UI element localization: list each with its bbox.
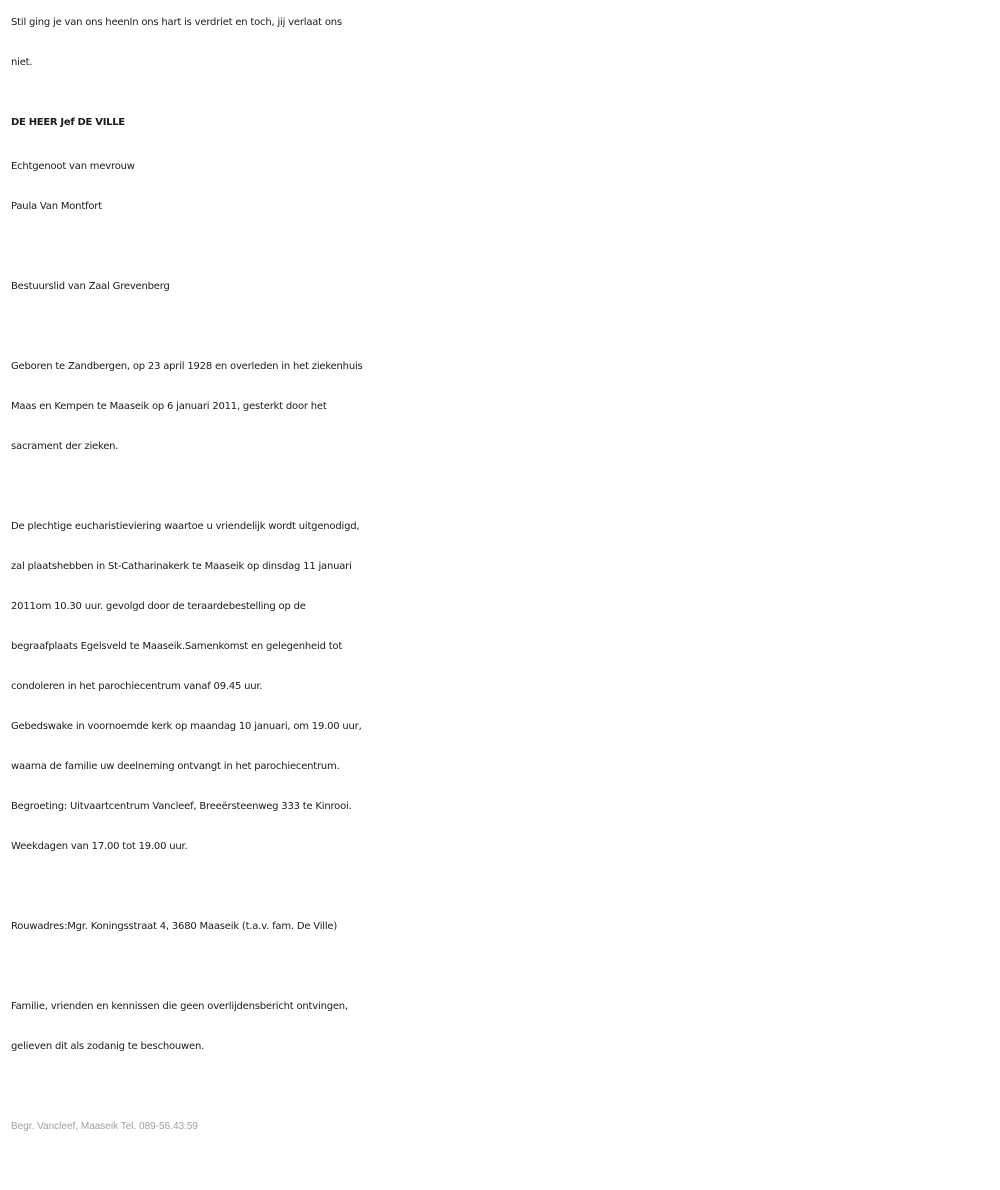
spacer [11, 467, 996, 507]
ceremony-line-5: condoleren in het parochiecentrum vanaf 09.45 uur. [11, 681, 263, 692]
notice-line-1: Familie, vrienden en kennissen die geen overlijdensbericht ontvingen, [11, 1001, 348, 1012]
ceremony-line-4: begraafplaats Egelsveld te Maaseik.Samenkomst en gelegenheid tot [11, 641, 343, 652]
ceremony-line-2: zal plaatshebben in St-Catharinakerk te Maaseik op dinsdag 11 januari [11, 561, 352, 572]
ceremony-line-7: waarna de familie uw deelneming ontvangt in het parochiecentrum. [11, 761, 340, 772]
deceased-name: DE HEER Jef DE VILLE [11, 117, 125, 128]
ceremony-line-3: 2011om 10.30 uur. gevolgd door de teraardebestelling op de [11, 601, 306, 612]
funeral-home-footer: Begr. Vancleef, Maaseik Tel. 089-56.43.59 [11, 1121, 198, 1132]
birth-line-2: Maas en Kempen te Maaseik op 6 januari 2011, gesterkt door het [11, 401, 327, 412]
notice-line-2: gelieven dit als zodanig te beschouwen. [11, 1041, 205, 1052]
ceremony-line-9: Weekdagen van 17.00 tot 19.00 uur. [11, 841, 188, 852]
obituary-notice [11, 3, 996, 1147]
spacer [11, 947, 996, 987]
intro-line-1: Stil ging je van ons heenIn ons hart is verdriet en toch, jij verlaat ons [11, 17, 342, 28]
birth-line-1: Geboren te Zandbergen, op 23 april 1928 en overleden in het ziekenhuis [11, 361, 363, 372]
spouse-line-1: Echtgenoot van mevrouw [11, 161, 135, 172]
address-line: Rouwadres:Mgr. Koningsstraat 4, 3680 Maaseik (t.a.v. fam. De Ville) [11, 921, 338, 932]
spacer [11, 227, 996, 267]
intro-line-2: niet. [11, 57, 33, 68]
ceremony-line-1: De plechtige eucharistieviering waartoe u vriendelijk wordt uitgenodigd, [11, 521, 360, 532]
spacer [11, 1067, 996, 1107]
role-line: Bestuurslid van Zaal Grevenberg [11, 281, 170, 292]
spacer [11, 307, 996, 347]
ceremony-line-6: Gebedswake in voornoemde kerk op maandag 10 januari, om 19.00 uur, [11, 721, 362, 732]
spouse-line-2: Paula Van Montfort [11, 201, 102, 212]
ceremony-line-8: Begroeting: Uitvaartcentrum Vancleef, Breeërsteenweg 333 te Kinrooi. [11, 801, 352, 812]
birth-line-3: sacrament der zieken. [11, 441, 119, 452]
spacer [11, 867, 996, 907]
